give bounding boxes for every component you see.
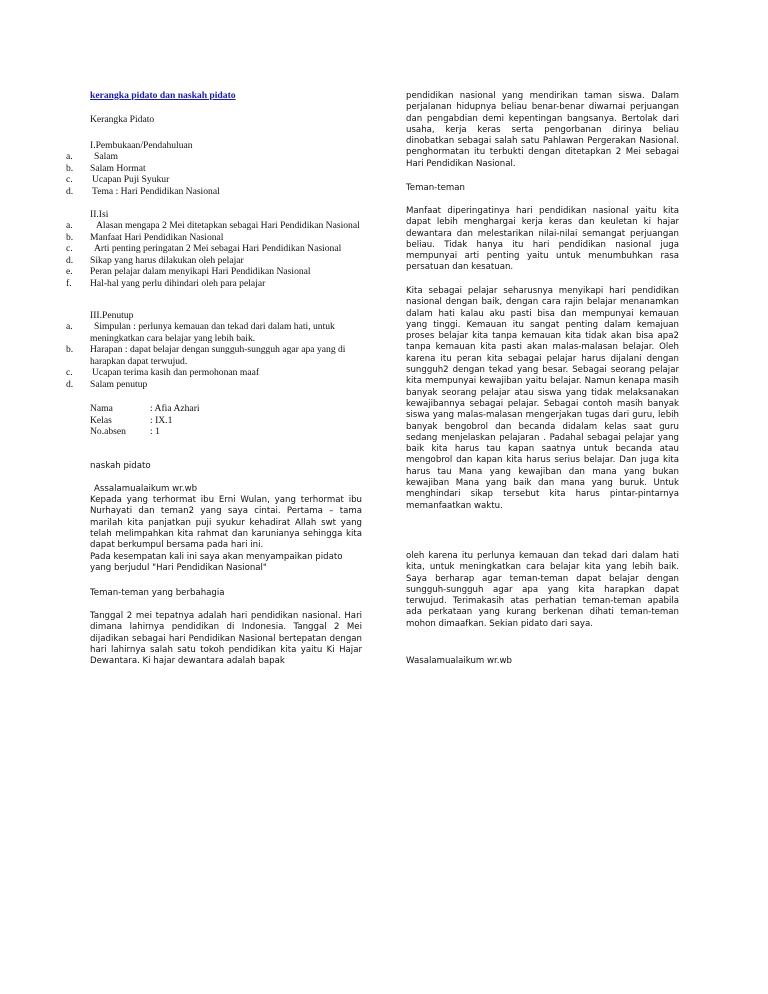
right-para-1: pendidikan nasional yang mendirikan taman siswa. Dalam perjalanan hidupnya beliau benar-benar diwarnai perjuangan dan pengabdian demi kepentingan bangsanya. Bertolak dari usaha, kerja keras serta pengorbanan dirinya beliau dinobatkan sebagai salah satu Pahlawan Pergerakan Nasional. penghormatan itu terbukti dengan ditetapkan 2 Mei sebagai Hari Pendidikan Nasional. — [406, 91, 679, 169]
item-text: Ucapan Puji Syukur — [92, 174, 170, 186]
list-item — [66, 321, 362, 344]
list-item — [66, 186, 366, 198]
salutation-1: Teman-teman yang berbahagia — [90, 588, 225, 598]
identity-value: : IX.1 — [150, 414, 173, 426]
right-para-4: oleh karena itu perlunya kemauan dan tekad dari dalam hati kita, untuk meningkatkan cara belajar kita yang lebih baik. Saya berharap agar teman-teman dapat belajar dengan sungguh-sungguh agar apa yang kita harapkan dapat terwujud. Terimakasih atas perhatian teman-teman apabila ada perkataan yang kurang berkenan dihati teman-teman mohon dimaafkan. Sekian pidato dari saya. — [406, 551, 679, 629]
left-para-2: Pada kesempatan kali ini saya akan menyampaikan pidato yang berjudul "Hari Pendidikan Nasional" — [90, 552, 343, 574]
section3-heading: III.Penutup — [90, 310, 134, 321]
identity-key: Nama — [90, 403, 113, 414]
item-label: c. — [66, 174, 73, 186]
item-label: a. — [66, 151, 73, 162]
identity-block — [90, 403, 200, 438]
item-label: f. — [66, 277, 72, 289]
item-text: Tema : Hari Pendidikan Nasional — [92, 185, 220, 197]
item-text: Manfaat Hari Pendidikan Nasional — [90, 231, 224, 243]
item-text: Hal-hal yang perlu dihindari oleh para pelajar — [90, 277, 266, 289]
list-item — [66, 163, 366, 175]
naskah-heading: naskah pidato — [90, 461, 151, 471]
item-label: d. — [66, 185, 74, 197]
item-text: Simpulan : perlunya kemauan dan tekad dari dalam hati, untuk meningkatkan cara belajar yang lebih baik. — [90, 321, 335, 344]
item-label: d. — [66, 254, 74, 266]
item-text: Peran pelajar dalam menyikapi Hari Pendidikan Nasional — [90, 266, 311, 278]
item-text: Alasan mengapa 2 Mei ditetapkan sebagai Hari Pendidikan Nasional — [96, 220, 360, 231]
left-para-3: Tanggal 2 mei tepatnya adalah hari pendidikan nasional. Hari dimana lahirnya pendidikan di Indonesia. Tanggal 2 Mei dijadikan sebagai hari Pendidikan Nasional bertepatan dengan hari lahirnya salah satu tokoh pendidikan kita yaitu Ki Hajar Dewantara. Ki hajar dewantara adalah bapak — [90, 611, 362, 667]
item-text: Salam Hormat — [90, 162, 146, 174]
item-label: a. — [66, 321, 73, 332]
item-label: c. — [66, 367, 73, 379]
closing: Wasalamualaikum wr.wb — [406, 656, 512, 666]
left-para-1: Kepada yang terhormat ibu Erni Wulan, yang terhormat ibu Nurhayati dan teman2 yang saya cintai. Pertama – tama marilah kita panjatkan puji syukur kehadirat Allah swt yang telah melimpahkan kita rahmat dan karunianya sehingga kita dapat berkumpul bersama pada hari ini. — [90, 495, 362, 551]
list-item — [66, 151, 366, 163]
identity-value: : Afia Azhari — [150, 403, 200, 414]
item-text: Arti penting peringatan 2 Mei sebagai Hari Pendidikan Nasional — [94, 243, 342, 255]
list-item — [66, 344, 362, 367]
list-item — [66, 379, 362, 391]
identity-key: Kelas — [90, 414, 112, 426]
identity-value: : 1 — [150, 426, 160, 438]
item-label: b. — [66, 162, 74, 174]
item-label: a. — [66, 220, 73, 231]
item-text: Ucapan terima kasih dan permohonan maaf — [92, 367, 260, 379]
section3-list — [66, 321, 362, 391]
list-item — [66, 278, 362, 290]
salutation-2: Teman-teman — [406, 183, 466, 193]
identity-row — [90, 403, 200, 415]
title-link[interactable]: kerangka pidato dan naskah pidato — [90, 90, 236, 101]
list-item — [66, 243, 362, 255]
list-item — [66, 174, 366, 186]
right-para-3: Kita sebagai pelajar seharusnya menyikapi hari pendidikan nasional dengan baik, dengan cara rajin belajar menanamkan dalam hati kalau aku pasti bisa dan mempunyai kemauan yang tinggi. Kemauan itu sangat penting dalam kemajuan proses belajar kita tanpa kemauan kita tidak akan bisa apa2 tanpa kemauan kita pasti akan malas-malasan belajar. Oleh karena itu peran kita sebagai pelajar harus dijalani dengan sungguh2 dengan tekad yang besar. Sebagai seorang pelajar kita mempunyai kewajiban yaitu belajar. Namun kenapa masih banyak seorang pelajar atau siswa yang tidak melaksanakan kewajibannya sebagai pelajar. Sebagai contoh masih banyak siswa yang malas-malasan mengerjakan tugas dari guru, lebih banyak bengobrol dan becanda didalam kelas saat guru sedang menjelaskan pelajaran . Padahal sebagai pelajar yang baik kita harus tau kapan saatnya untuk becanda atau mengobrol dan kapan kita harus serius belajar. Dan juga kita harus tau Mana yang kewajiban dan mana yang bukan kewajiban Mana yang baik dan mana yang buruk. Untuk menghindari sikap tersebut kita harus pintar-pintarnya memanfaatkan waktu. — [406, 286, 679, 511]
identity-key: No.absen — [90, 426, 126, 438]
list-item — [66, 266, 362, 278]
identity-row — [90, 415, 200, 427]
right-para-2: Manfaat diperingatinya hari pendidikan nasional yaitu kita dapat lebih menghargai kerja keras dan keuletan ki hajar dewantara dan melestarikan nilai-nilai semangat perjuangan beliau. Tidak hanya itu hari pendidikan nasional juga mempunyai arti penting yaitu untuk menumbuhkan rasa persatuan dan kesatuan. — [406, 206, 679, 273]
item-text: Salam — [94, 151, 118, 162]
item-text: Salam penutup — [90, 378, 148, 390]
list-item — [66, 232, 362, 244]
list-item — [66, 367, 362, 379]
item-text: Sikap yang harus dilakukan oleh pelajar — [90, 254, 244, 266]
item-label: e. — [66, 266, 73, 278]
item-label: d. — [66, 378, 74, 390]
item-label: b. — [66, 231, 74, 243]
list-item — [66, 220, 362, 232]
section1-list — [66, 151, 366, 197]
item-text: Harapan : dapat belajar dengan sungguh-sungguh agar apa yang di harapkan dapat terwujud. — [90, 344, 346, 367]
item-label: c. — [66, 243, 73, 255]
section1-heading: I.Pembukaan/Pendahuluan — [90, 140, 193, 151]
list-item — [66, 255, 362, 267]
greeting: Assalamualaikum wr.wb — [94, 484, 198, 494]
kerangka-heading: Kerangka Pidato — [90, 114, 155, 125]
item-label: b. — [66, 344, 74, 356]
identity-row — [90, 426, 200, 438]
section2-heading: II.Isi — [90, 209, 109, 220]
section2-list — [66, 220, 362, 290]
